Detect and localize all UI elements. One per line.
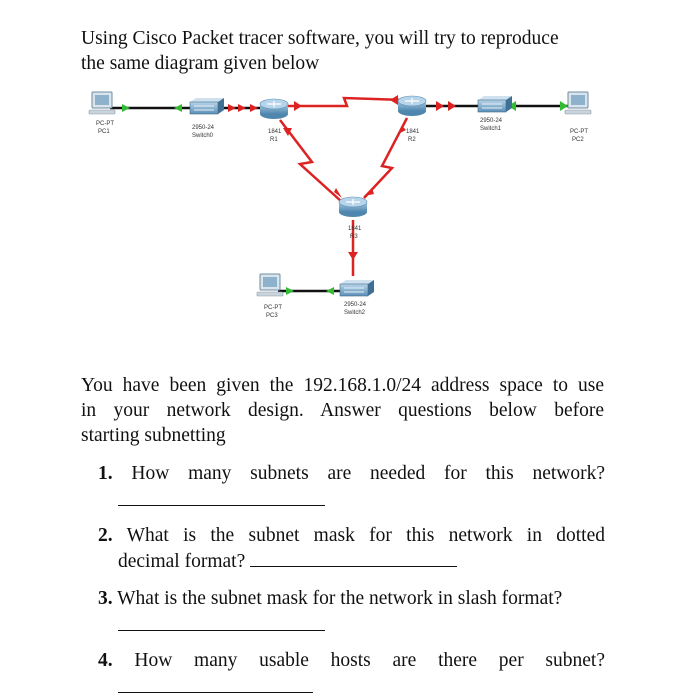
question-2-answer-blank[interactable]	[250, 548, 457, 567]
r3-name-label: R3	[350, 234, 358, 240]
link-up-indicator	[174, 104, 182, 112]
switch-icon	[478, 96, 512, 112]
link-up-indicator	[436, 101, 444, 111]
r1-model-label: 1841	[268, 129, 282, 135]
r2-device[interactable]	[398, 96, 426, 143]
network-diagram	[82, 84, 602, 352]
pc1-model-label: PC-PT	[96, 121, 114, 127]
router-icon	[398, 96, 426, 116]
question-4-text: How many usable hosts are there per subnet?	[134, 650, 606, 671]
link-up-indicator	[348, 252, 358, 260]
link-up-indicator	[448, 101, 456, 111]
paragraph-line-3: starting subnetting	[81, 425, 226, 446]
question-1	[98, 461, 605, 486]
pc1-name-label: PC1	[98, 129, 110, 135]
pc1-device[interactable]	[89, 92, 115, 135]
question-3-number: 3.	[98, 588, 113, 609]
switch0-device[interactable]	[190, 98, 224, 139]
switch1-model-label: 2950-24	[480, 118, 503, 124]
r3-device[interactable]	[339, 197, 367, 240]
link-up-indicator	[122, 104, 130, 112]
question-2-number: 2.	[98, 525, 113, 546]
pc3-model-label: PC-PT	[264, 305, 282, 311]
link-up-indicator	[250, 104, 258, 112]
link-up-indicator	[390, 95, 398, 105]
r3-model-label: 1841	[348, 226, 362, 232]
question-1-answer-blank[interactable]	[118, 505, 325, 506]
paragraph-line-1: You have been given the 192.168.1.0/24 address space to use	[81, 375, 604, 396]
pc-icon	[257, 274, 283, 296]
switch-icon	[190, 98, 224, 114]
switch1-name-label: Switch1	[480, 126, 502, 132]
link-up-indicator	[238, 104, 246, 112]
intro-line-2: the same diagram given below	[81, 53, 320, 74]
switch1-device[interactable]	[478, 96, 512, 132]
link-up-indicator	[286, 287, 294, 295]
r2-name-label: R2	[408, 137, 416, 143]
switch2-name-label: Switch2	[344, 310, 366, 316]
switch0-model-label: 2950-24	[192, 125, 215, 131]
ethernet-links	[110, 106, 574, 291]
r2-model-label: 1841	[406, 129, 420, 135]
intro-line-1: Using Cisco Packet tracer software, you will try to reproduce	[81, 28, 559, 49]
pc-icon	[89, 92, 115, 114]
link-up-indicator	[326, 287, 334, 295]
router-icon	[260, 99, 288, 119]
link-status-indicators	[122, 95, 568, 295]
pc-icon	[565, 92, 591, 114]
intro-text	[81, 26, 621, 76]
paragraph-line-2: in your network design. Answer questions below before	[81, 400, 604, 421]
r1-device[interactable]	[260, 99, 288, 143]
question-3-text: What is the subnet mask for the network in slash format?	[117, 588, 563, 609]
router-icon	[339, 197, 367, 217]
instructions-paragraph	[81, 373, 604, 448]
switch-icon	[340, 280, 374, 296]
switch0-name-label: Switch0	[192, 133, 214, 139]
pc3-device[interactable]	[257, 274, 283, 319]
pc2-device[interactable]	[565, 92, 591, 143]
question-4	[98, 648, 605, 673]
question-3-answer-blank[interactable]	[118, 630, 325, 631]
switch2-device[interactable]	[340, 280, 374, 316]
link-up-indicator	[398, 126, 406, 134]
question-4-answer-blank[interactable]	[118, 692, 313, 693]
switch2-model-label: 2950-24	[344, 302, 367, 308]
question-3	[98, 586, 605, 611]
question-4-number: 4.	[98, 650, 113, 671]
serial-r1-r2	[288, 98, 405, 106]
pc3-name-label: PC3	[266, 313, 278, 319]
pc2-name-label: PC2	[572, 137, 584, 143]
link-up-indicator	[228, 104, 236, 112]
r1-name-label: R1	[270, 137, 278, 143]
link-up-indicator	[560, 101, 568, 111]
pc2-model-label: PC-PT	[570, 129, 588, 135]
question-1-number: 1.	[98, 463, 113, 484]
link-up-indicator	[294, 101, 302, 111]
question-2-text-line-1: What is the subnet mask for this network in dotted	[126, 525, 605, 546]
question-2	[98, 523, 605, 574]
question-2-text-line-2: decimal format?	[118, 551, 246, 572]
question-1-text: How many subnets are needed for this network?	[131, 463, 606, 484]
serial-links	[280, 98, 407, 276]
